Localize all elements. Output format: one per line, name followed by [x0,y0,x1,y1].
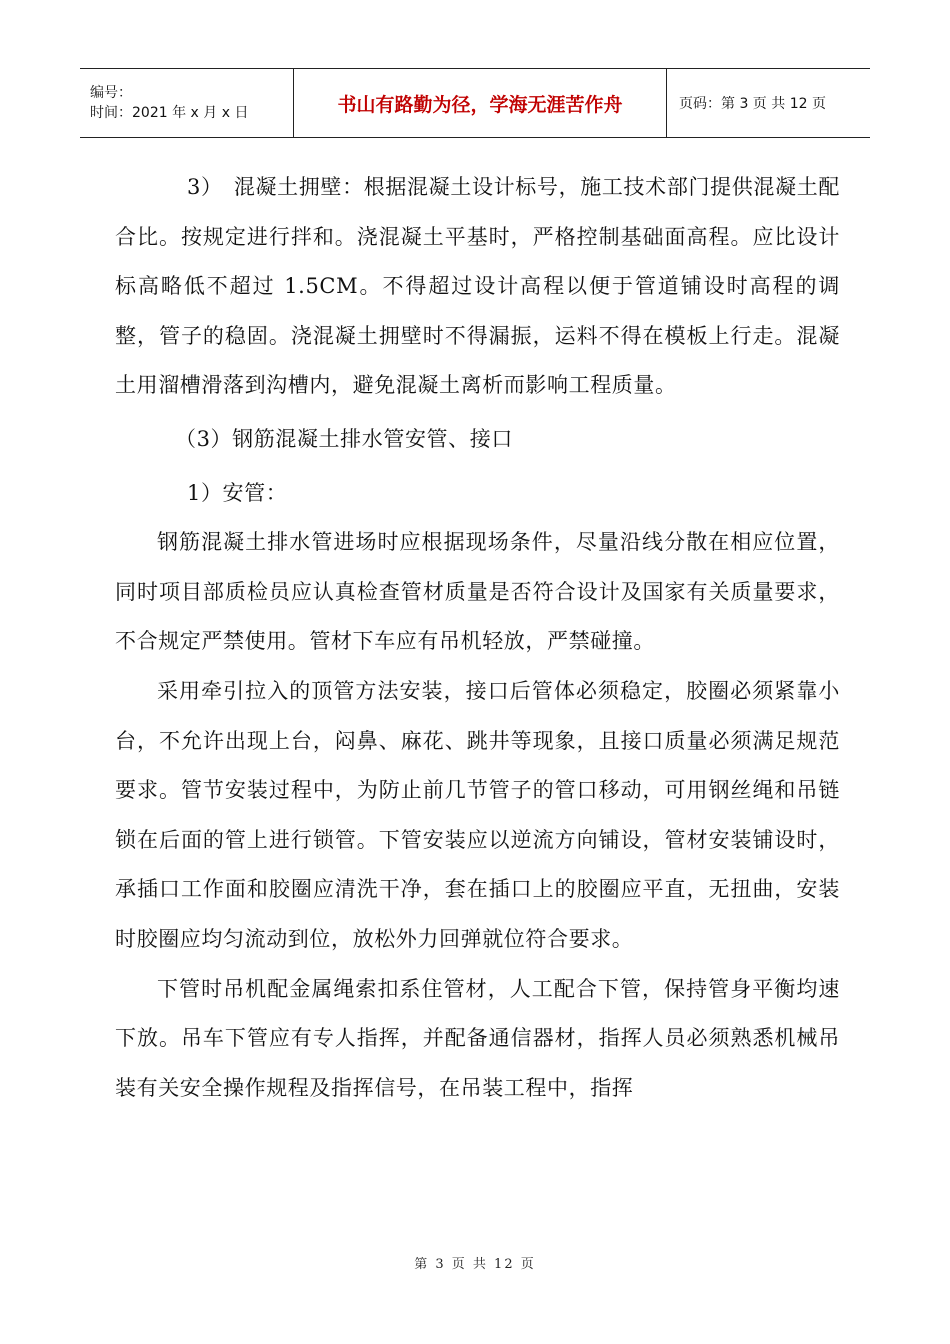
document-body [115,163,840,1113]
paragraph-concrete-wall: 3） 混凝土拥壁：根据混凝土设计标号，施工技术部门提供混凝土配合比。按规定进行拌和。浇混凝土平基时，严格控制基础面高程。应比设计标高略低不超过 1.5CM。不得超过设计高程以便于管道铺设时高程的调整，管子的稳固。浇混凝土拥壁时不得漏振，运料不得在模板上行走。混凝土用溜槽滑落到沟槽内，避免混凝土离析而影响工程质量。 [115,175,840,398]
section-heading-pipe-install: （3）钢筋混凝土排水管安管、接口 [175,426,513,451]
page-footer: 第 3 页 共 12 页 [414,1257,536,1272]
doc-number-label: 编号： [90,85,132,101]
header-page-info: 页码：第 3 页 共 12 页 [679,96,826,112]
paragraph-lowering-pipe: 下管时吊机配金属绳索扣系住管材，人工配合下管，保持管身平衡均速下放。吊车下管应有专人指挥，并配备通信器材，指挥人员必须熟悉机械吊装有关安全操作规程及指挥信号，在吊装工程中，指挥 [115,976,840,1100]
header-left [80,69,293,137]
page-header [80,68,870,138]
paragraph-jacking-method: 采用牵引拉入的顶管方法安装，接口后管体必须稳定，胶圈必须紧靠小台，不允许出现上台，闷鼻、麻花、跳井等现象，且接口质量必须满足规范要求。管节安装过程中，为防止前几节管子的管口移动，可用钢丝绳和吊链锁在后面的管上进行锁管。下管安装应以逆流方向铺设，管材安装铺设时，承插口工作面和胶圈应清洗干净，套在插口上的胶圈应平直，无扭曲，安装时胶圈应均匀流动到位，放松外力回弹就位符合要求。 [115,678,840,951]
date-label: 时间：2021 年 x 月 x 日 [90,105,249,121]
header-motto: 书山有路勤为径，学海无涯苦作舟 [293,69,667,137]
paragraph-pipe-arrival: 钢筋混凝土排水管进场时应根据现场条件，尽量沿线分散在相应位置，同时项目部质检员应认真检查管材质量是否符合设计及国家有关质量要求，不合规定严禁使用。管材下车应有吊机轻放，严禁碰撞。 [115,530,840,654]
subheading-install: 1）安管： [187,480,288,505]
